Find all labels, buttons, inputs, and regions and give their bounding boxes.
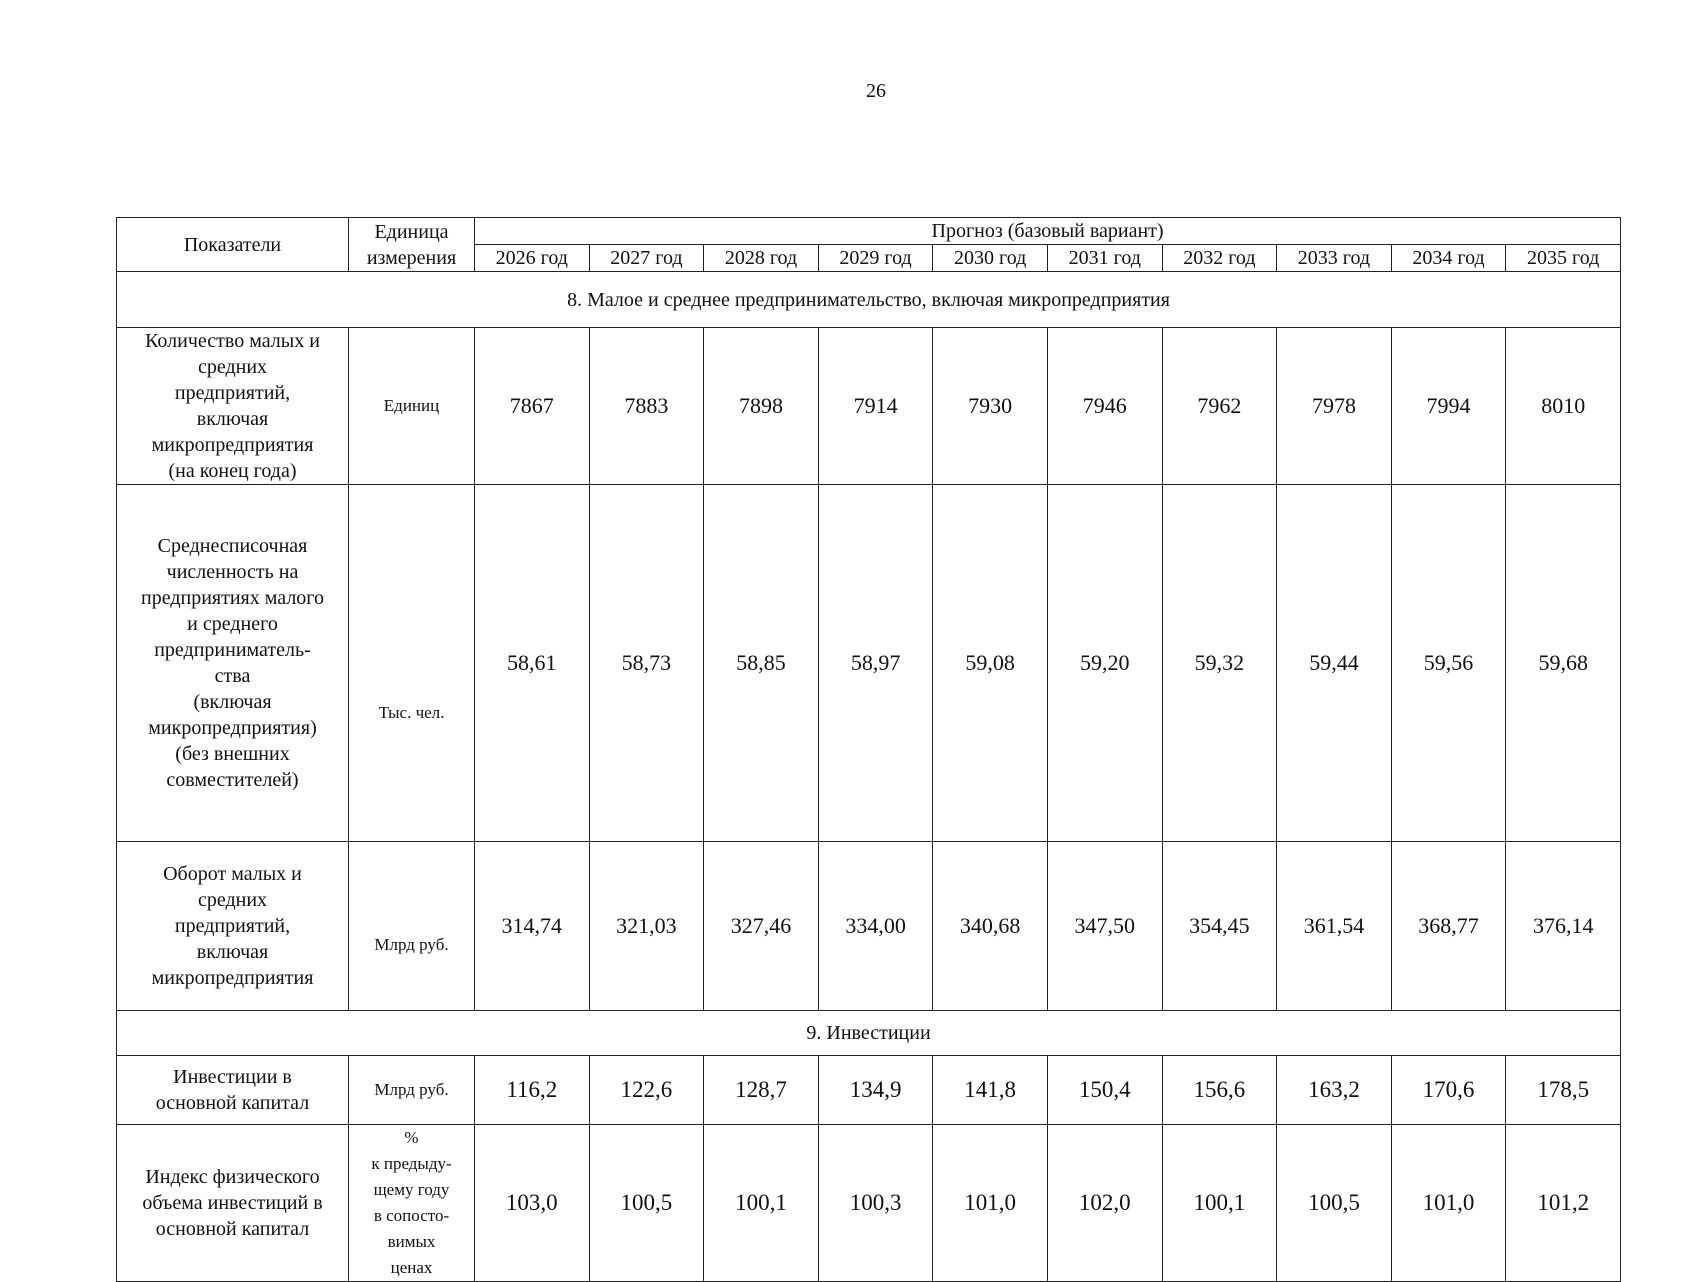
unit-cell: Тыс. чел.	[349, 485, 475, 842]
header-year: 2029 год	[818, 245, 933, 272]
table-row	[117, 328, 1621, 485]
indicator-line: численность на	[166, 561, 299, 583]
unit-line: вимых	[387, 1232, 436, 1251]
indicator-line: и среднего	[187, 613, 278, 635]
value-cell: 7898	[704, 328, 819, 485]
value-cell: 58,85	[704, 485, 819, 842]
indicator-line: объема инвестиций в	[142, 1192, 323, 1214]
value-cell: 100,3	[818, 1125, 933, 1282]
header-unit-line: измерения	[366, 246, 457, 269]
value-cell: 101,0	[933, 1125, 1048, 1282]
value-cell: 58,73	[589, 485, 704, 842]
value-cell: 163,2	[1277, 1056, 1392, 1125]
indicator-line: включая	[196, 941, 269, 963]
section-title: 9. Инвестиции	[117, 1011, 1621, 1056]
header-year: 2035 год	[1506, 245, 1621, 272]
indicator-line: микропредприятия	[151, 434, 314, 456]
indicator-line: микропредприятия)	[148, 717, 317, 739]
value-cell: 347,50	[1047, 842, 1162, 1011]
header-forecast: Прогноз (базовый вариант)	[475, 218, 1621, 245]
indicator-cell	[117, 1125, 349, 1282]
section-title: 8. Малое и среднее предпринимательство, включая микропредприятия	[117, 272, 1621, 328]
value-cell: 7994	[1391, 328, 1506, 485]
indicator-line: предприятиях малого	[141, 587, 324, 609]
value-cell: 7946	[1047, 328, 1162, 485]
indicator-line: Оборот малых и	[163, 863, 302, 885]
header-year: 2031 год	[1047, 245, 1162, 272]
indicator-line: совместителей)	[166, 769, 299, 791]
value-cell: 101,2	[1506, 1125, 1621, 1282]
indicator-line: предприятий,	[174, 915, 291, 937]
value-cell: 101,0	[1391, 1125, 1506, 1282]
forecast-table	[116, 217, 1621, 1282]
value-cell: 58,97	[818, 485, 933, 842]
value-cell: 7962	[1162, 328, 1277, 485]
unit-line: ценах	[390, 1258, 433, 1277]
header-unit	[349, 218, 475, 272]
header-year: 2030 год	[933, 245, 1048, 272]
indicator-line: основной капитал	[155, 1218, 310, 1240]
value-cell: 100,5	[1277, 1125, 1392, 1282]
value-cell: 340,68	[933, 842, 1048, 1011]
unit-cell: Единиц	[349, 328, 475, 485]
unit-cell: Млрд руб.	[349, 1056, 475, 1125]
indicator-line: средних	[197, 889, 268, 911]
header-year: 2033 год	[1277, 245, 1392, 272]
unit-line: %	[404, 1128, 419, 1147]
value-cell: 134,9	[818, 1056, 933, 1125]
value-cell: 327,46	[704, 842, 819, 1011]
value-cell: 59,32	[1162, 485, 1277, 842]
value-cell: 7930	[933, 328, 1048, 485]
table-row	[117, 842, 1621, 1011]
indicator-line: ства	[214, 665, 251, 687]
value-cell: 59,44	[1277, 485, 1392, 842]
value-cell: 376,14	[1506, 842, 1621, 1011]
indicator-line: предприятий,	[174, 382, 291, 404]
value-cell: 334,00	[818, 842, 933, 1011]
table-row	[117, 1056, 1621, 1125]
value-cell: 361,54	[1277, 842, 1392, 1011]
header-row-1	[117, 218, 1621, 245]
indicator-line: (на конец года)	[168, 460, 297, 482]
value-cell: 102,0	[1047, 1125, 1162, 1282]
value-cell: 170,6	[1391, 1056, 1506, 1125]
value-cell: 321,03	[589, 842, 704, 1011]
value-cell: 7914	[818, 328, 933, 485]
value-cell: 116,2	[475, 1056, 590, 1125]
unit-line: в сопосто-	[373, 1206, 450, 1225]
header-indicator: Показатели	[117, 218, 349, 272]
value-cell: 59,68	[1506, 485, 1621, 842]
value-cell: 368,77	[1391, 842, 1506, 1011]
header-year: 2032 год	[1162, 245, 1277, 272]
section-row	[117, 1011, 1621, 1056]
value-cell: 314,74	[475, 842, 590, 1011]
header-unit-line: Единица	[374, 220, 449, 243]
value-cell: 7978	[1277, 328, 1392, 485]
header-year: 2026 год	[475, 245, 590, 272]
unit-line: щему году	[373, 1180, 450, 1199]
value-cell: 58,61	[475, 485, 590, 842]
indicator-cell	[117, 842, 349, 1011]
page-number: 26	[866, 80, 886, 102]
value-cell: 128,7	[704, 1056, 819, 1125]
unit-cell	[349, 1125, 475, 1282]
section-row	[117, 272, 1621, 328]
indicator-line: Среднесписочная	[157, 535, 308, 557]
value-cell: 59,20	[1047, 485, 1162, 842]
table-row	[117, 485, 1621, 842]
indicator-line: микропредприятия	[151, 967, 314, 989]
header-year: 2034 год	[1391, 245, 1506, 272]
value-cell: 103,0	[475, 1125, 590, 1282]
indicator-cell	[117, 1056, 349, 1125]
value-cell: 100,5	[589, 1125, 704, 1282]
unit-line: к предыду-	[371, 1154, 452, 1173]
value-cell: 122,6	[589, 1056, 704, 1125]
value-cell: 100,1	[1162, 1125, 1277, 1282]
value-cell: 59,08	[933, 485, 1048, 842]
indicator-line: предприниматель-	[154, 639, 311, 661]
table-row	[117, 1125, 1621, 1282]
indicator-line: средних	[197, 356, 268, 378]
indicator-line: Количество малых и	[145, 330, 320, 352]
indicator-line: (без внешних	[175, 743, 290, 765]
indicator-line: (включая	[193, 691, 272, 713]
value-cell: 8010	[1506, 328, 1621, 485]
header-year: 2027 год	[589, 245, 704, 272]
value-cell: 156,6	[1162, 1056, 1277, 1125]
value-cell: 141,8	[933, 1056, 1048, 1125]
indicator-line: Индекс физического	[145, 1166, 320, 1188]
value-cell: 150,4	[1047, 1056, 1162, 1125]
value-cell: 59,56	[1391, 485, 1506, 842]
unit-cell: Млрд руб.	[349, 842, 475, 1011]
indicator-line: включая	[196, 408, 269, 430]
value-cell: 178,5	[1506, 1056, 1621, 1125]
indicator-cell	[117, 485, 349, 842]
value-cell: 100,1	[704, 1125, 819, 1282]
indicator-line: основной капитал	[155, 1092, 310, 1114]
indicator-line: Инвестиции в	[173, 1066, 292, 1088]
header-year: 2028 год	[704, 245, 819, 272]
value-cell: 354,45	[1162, 842, 1277, 1011]
indicator-cell	[117, 328, 349, 485]
value-cell: 7867	[475, 328, 590, 485]
value-cell: 7883	[589, 328, 704, 485]
